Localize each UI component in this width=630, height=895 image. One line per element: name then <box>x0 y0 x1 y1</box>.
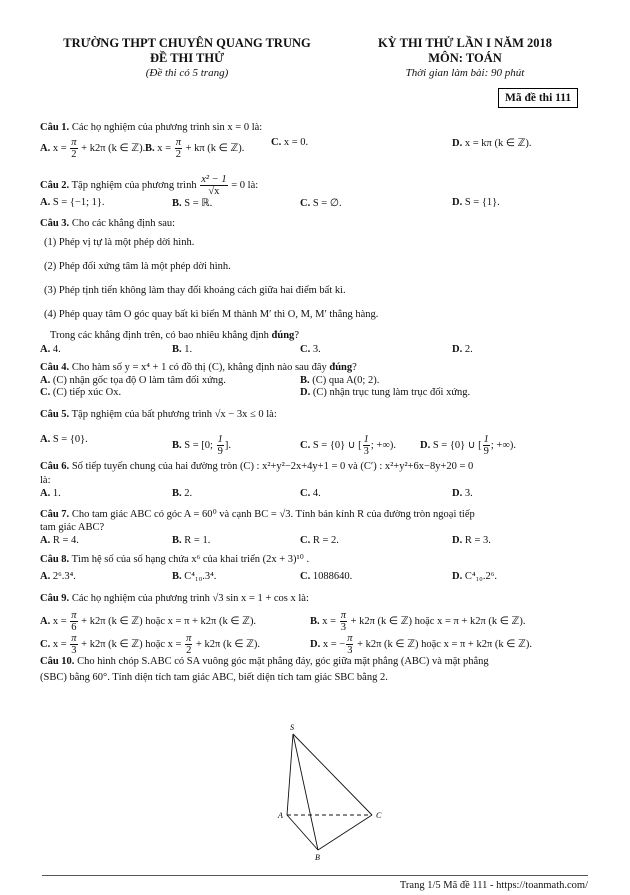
denominator: 3 <box>340 622 346 634</box>
text-run: Tập nghiệm của bất phương trình √x − 3x ≤ 0 là: <box>69 409 277 420</box>
bold-label: C. <box>300 488 311 499</box>
text-run: S = {−1; 1}. <box>50 197 105 208</box>
denominator: 3 <box>347 645 353 657</box>
text-line <box>172 535 210 546</box>
text-run: S = {0}. <box>50 434 88 445</box>
bold-label: A. <box>40 375 51 386</box>
label-c: C <box>376 811 382 820</box>
bold-label: D. <box>310 638 321 650</box>
fraction <box>346 633 353 656</box>
text-run: 3. <box>310 344 321 355</box>
text-run: ; +∞). <box>370 439 396 451</box>
denominator: 6 <box>71 622 77 634</box>
bold-label: B. <box>145 142 155 154</box>
text-line <box>172 434 231 457</box>
text-run: S = ℝ. <box>181 198 213 209</box>
denominator: 9 <box>483 446 489 458</box>
text-line <box>172 197 212 209</box>
text-run: tam giác ABC? <box>40 522 105 533</box>
text-line <box>452 535 491 546</box>
text-line <box>44 309 378 320</box>
numerator: π <box>71 137 77 148</box>
pages-note: (Đề thi có 5 trang) <box>145 67 229 79</box>
text-run: Cho hàm số y = x⁴ + 1 có đồ thị (C), khẳng định nào sau đây <box>69 362 330 373</box>
edge-sa <box>287 734 293 815</box>
text-line <box>452 571 497 582</box>
bold-label: A. <box>40 488 51 499</box>
bold-label: D. <box>420 439 431 451</box>
text-line <box>300 535 339 546</box>
bold-label: C. <box>300 571 311 582</box>
text-run: x = kπ (k ∈ ℤ). <box>462 138 532 149</box>
exam-code-box: Mã đề thi 111 <box>498 88 578 108</box>
numerator: 1 <box>363 434 369 445</box>
text-run: ; +∞). <box>490 439 516 451</box>
numerator: 1 <box>483 434 489 445</box>
denominator: 2 <box>175 149 181 161</box>
bold-label: D. <box>300 387 311 398</box>
text-line <box>300 197 342 209</box>
text-line <box>40 672 388 683</box>
bold-label: đúng <box>271 330 295 341</box>
text-line <box>300 571 352 582</box>
bold-label: C. <box>300 344 311 355</box>
fraction <box>363 434 370 457</box>
text-line <box>300 434 396 457</box>
text-line <box>40 508 475 520</box>
text-run: S = {0} ∪ [ <box>310 439 362 451</box>
text-run: (C) qua A(0; 2). <box>309 375 380 386</box>
text-run: ]. <box>224 439 231 451</box>
text-run: (SBC) bằng 60°. Tính diện tích tam giác ABC, biết diện tích tam giác SBC bằng 2. <box>40 672 388 683</box>
bold-label: C. <box>271 137 282 148</box>
text-run: 2. <box>462 344 473 355</box>
text-run: 1. <box>50 488 61 499</box>
text-run: (C) nhận trục tung làm trục đối xứng. <box>310 387 471 398</box>
bold-label: D. <box>452 571 463 582</box>
text-line <box>40 475 51 486</box>
denominator: 3 <box>71 645 77 657</box>
text-line <box>40 434 88 445</box>
fraction <box>70 633 77 656</box>
fraction <box>200 174 227 197</box>
text-run: Số tiếp tuyến chung của hai đường tròn (C) : x²+y²−2x+4y+1 = 0 và (C′) : x²+y²+6x−8y+20 = 0 <box>69 461 474 472</box>
text-run: Tập nghiệm của phương trình <box>69 179 200 191</box>
text-line <box>40 488 61 499</box>
label-b: B <box>315 853 320 862</box>
text-run: R = 3. <box>462 535 491 546</box>
text-run: + k2π (k ∈ ℤ) hoặc x = π + k2π (k ∈ ℤ). <box>347 615 526 627</box>
text-line <box>40 610 256 633</box>
text-run: C⁴₁₀.2⁶. <box>462 571 497 582</box>
bold-label: D. <box>452 197 463 208</box>
bold-label: C. <box>300 439 311 451</box>
text-line <box>310 633 532 656</box>
bold-label: C. <box>40 387 51 398</box>
text-run: x = − <box>320 638 346 650</box>
text-line <box>40 122 262 133</box>
edge-bc <box>318 815 372 850</box>
text-line <box>44 237 194 248</box>
numerator: 1 <box>217 434 223 445</box>
text-line <box>310 610 525 633</box>
text-line <box>40 218 175 229</box>
edge-sc <box>293 734 372 815</box>
bold-label: D. <box>452 138 463 149</box>
text-run: + k2π (k ∈ ℤ). <box>193 638 261 650</box>
footer-text: Trang 1/5 Mã đề 111 - https://toanmath.com/ <box>399 880 588 891</box>
text-run: S = {1}. <box>462 197 500 208</box>
text-run: S = {0} ∪ [ <box>430 439 482 451</box>
text-run: C⁴₁₀.3⁴. <box>181 571 217 582</box>
text-run: (C) nhận gốc tọa độ O làm tâm đối xứng. <box>50 375 226 386</box>
text-run: R = 4. <box>50 535 79 546</box>
fraction <box>175 137 182 160</box>
bold-label: A. <box>40 142 51 154</box>
text-line <box>40 344 61 355</box>
text-run: 4. <box>310 488 321 499</box>
bold-label: D. <box>452 488 463 499</box>
text-line <box>44 261 231 272</box>
denominator: 9 <box>217 446 223 458</box>
text-line <box>40 633 260 656</box>
text-run: (3) Phép tịnh tiến không làm thay đổi khoảng cách giữa hai điểm bất kì. <box>44 285 346 296</box>
subject: MÔN: TOÁN <box>428 51 502 65</box>
bold-label: A. <box>40 434 51 445</box>
text-run: + k2π (k ∈ ℤ) hoặc x = π + k2π (k ∈ ℤ). <box>354 638 532 650</box>
text-line <box>40 362 357 373</box>
text-run: 4. <box>50 344 61 355</box>
bold-label: C. <box>40 638 51 650</box>
text-run: (4) Phép quay tâm O góc quay bất kì biến M thành M′ thì O, M, M′ thẳng hàng. <box>44 309 379 320</box>
denominator: √x <box>208 186 220 198</box>
text-run: (C) tiếp xúc Ox. <box>50 387 122 398</box>
denominator: 2 <box>186 645 192 657</box>
edge-sb <box>293 734 318 850</box>
text-run: S = [0; <box>181 439 216 451</box>
text-line <box>172 571 216 582</box>
text-line <box>40 387 121 398</box>
text-run: Cho tam giác ABC có góc A = 60⁰ và cạnh BC = √3. Tính bán kính R của đường tròn ngoại tiếp <box>69 509 475 520</box>
fraction <box>340 610 347 633</box>
text-line <box>420 434 516 457</box>
numerator: π <box>347 633 353 644</box>
text-run: = 0 là: <box>228 179 259 191</box>
doc-type: ĐỀ THI THỬ <box>149 51 225 65</box>
bold-label: Câu 3. <box>40 218 70 229</box>
text-line <box>40 409 277 420</box>
text-line <box>40 656 489 667</box>
text-run: 2⁶.3⁴. <box>50 571 76 582</box>
text-line <box>172 344 192 355</box>
fraction <box>185 633 192 656</box>
text-line <box>145 137 244 160</box>
numerator: x² − 1 <box>201 174 227 185</box>
numerator: π <box>71 633 77 644</box>
bold-label: A. <box>40 344 51 355</box>
label-s: S <box>290 723 294 732</box>
text-line <box>300 375 379 386</box>
bold-label: Câu 4. <box>40 362 70 373</box>
text-run: R = 1. <box>181 535 211 546</box>
bold-label: Câu 5. <box>40 409 70 420</box>
text-run: 1. <box>181 344 193 355</box>
bold-label: A. <box>40 197 51 208</box>
bold-label: D. <box>452 535 463 546</box>
fraction <box>70 137 77 160</box>
text-run: Các họ nghiệm của phương trình √3 sin x = 1 + cos x là: <box>69 593 309 604</box>
text-line <box>300 344 321 355</box>
text-run: + kπ (k ∈ ℤ). <box>182 142 245 154</box>
text-line <box>40 461 473 472</box>
text-line <box>40 522 104 533</box>
text-line <box>40 593 309 604</box>
bold-label: Câu 6. <box>40 461 70 472</box>
bold-label: A. <box>40 615 51 627</box>
edge-ab <box>287 815 318 850</box>
text-run: x = 0. <box>281 137 309 148</box>
bold-label: Câu 9. <box>40 593 70 604</box>
text-line <box>300 387 470 398</box>
bold-label: D. <box>452 344 463 355</box>
bold-label: B. <box>172 535 182 546</box>
numerator: π <box>186 633 192 644</box>
bold-label: Câu 1. <box>40 122 70 133</box>
bold-label: B. <box>172 198 182 209</box>
text-run: 3. <box>462 488 473 499</box>
text-line <box>172 488 192 499</box>
bold-label: B. <box>300 375 310 386</box>
text-run: x = <box>50 638 70 650</box>
text-run: Cho các khẳng định sau: <box>69 218 176 229</box>
fraction <box>70 610 77 633</box>
bold-label: B. <box>172 571 182 582</box>
text-run: Cho hình chóp S.ABC có SA vuông góc mặt phẳng đáy, góc giữa mặt phẳng (ABC) và mặt phẳng <box>74 656 489 667</box>
footer-divider <box>42 875 588 876</box>
bold-label: B. <box>172 344 182 355</box>
text-run: Tìm hệ số của số hạng chứa x⁶ của khai triển (2x + 3)¹⁰ . <box>69 554 310 565</box>
bold-label: B. <box>310 615 320 627</box>
text-run: S = ∅. <box>310 198 342 209</box>
bold-label: Câu 10. <box>40 656 75 667</box>
text-line <box>44 285 346 296</box>
text-run: x = <box>154 142 174 154</box>
text-run: x = <box>50 142 70 154</box>
exam-title: KỲ THI THỬ LẦN I NĂM 2018 <box>377 36 553 50</box>
text-line <box>40 535 79 546</box>
text-run: là: <box>40 475 51 486</box>
text-line <box>50 330 299 341</box>
text-line <box>452 197 500 208</box>
text-line <box>452 488 473 499</box>
text-run: ? <box>294 330 299 341</box>
text-run: + k2π (k ∈ ℤ). <box>78 142 146 154</box>
label-a: A <box>278 811 283 820</box>
text-line <box>452 344 473 355</box>
fraction <box>483 434 490 457</box>
bold-label: B. <box>172 488 182 499</box>
text-run: Trong các khẳng định trên, có bao nhiêu khẳng định <box>50 330 272 341</box>
numerator: π <box>175 137 181 148</box>
text-line <box>40 137 145 160</box>
text-run: ? <box>352 362 357 373</box>
text-line <box>40 174 258 197</box>
text-run: 1088640. <box>310 571 353 582</box>
bold-label: B. <box>172 439 182 451</box>
bold-label: Câu 2. <box>40 179 70 191</box>
exam-time: Thời gian làm bài: 90 phút <box>405 67 525 79</box>
text-line <box>40 553 309 565</box>
text-run: R = 2. <box>310 535 339 546</box>
text-line <box>40 375 226 386</box>
denominator: 2 <box>71 149 77 161</box>
pyramid-figure <box>270 722 400 862</box>
text-run: (1) Phép vị tự là một phép dời hình. <box>44 237 195 248</box>
text-run: + k2π (k ∈ ℤ) hoặc x = π + k2π (k ∈ ℤ). <box>78 615 257 627</box>
text-line <box>40 571 76 582</box>
text-run: + k2π (k ∈ ℤ) hoặc x = <box>78 638 185 650</box>
text-run: x = <box>50 615 70 627</box>
denominator: 3 <box>363 446 369 458</box>
bold-label: Câu 8. <box>40 554 70 565</box>
fraction <box>217 434 224 457</box>
bold-label: A. <box>40 571 51 582</box>
text-run: 2. <box>181 488 193 499</box>
bold-label: đúng <box>329 362 353 373</box>
text-line <box>271 137 308 148</box>
text-line <box>452 137 532 149</box>
text-run: x = <box>319 615 339 627</box>
bold-label: C. <box>300 535 311 546</box>
numerator: π <box>340 610 346 621</box>
school-name: TRƯỜNG THPT CHUYÊN QUANG TRUNG <box>63 36 311 50</box>
bold-label: Câu 7. <box>40 509 70 520</box>
text-line <box>40 197 105 208</box>
text-line <box>300 488 321 499</box>
text-run: (2) Phép đối xứng tâm là một phép dời hình. <box>44 261 231 272</box>
bold-label: C. <box>300 198 311 209</box>
bold-label: A. <box>40 535 51 546</box>
text-run: Các họ nghiệm của phương trình sin x = 0 là: <box>69 122 263 133</box>
numerator: π <box>71 610 77 621</box>
